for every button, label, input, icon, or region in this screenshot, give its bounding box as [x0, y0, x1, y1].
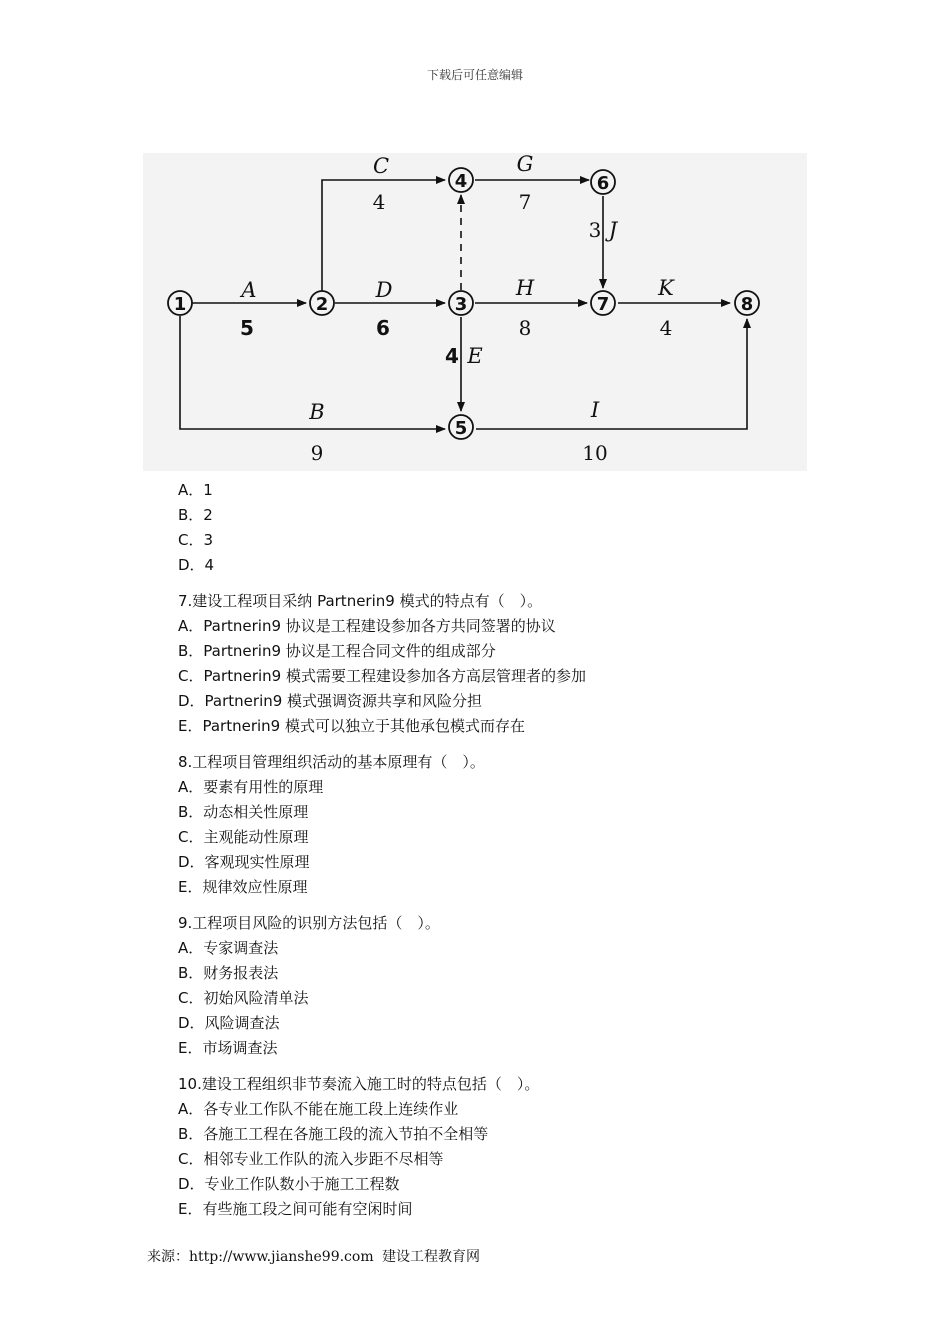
duration-E: 4: [445, 344, 459, 368]
footer-source[interactable]: 来源：http://www.jianshe99.com: [147, 1249, 374, 1265]
q7-option-c[interactable]: C．Partnerin9 模式需要工程建设参加各方高层管理者的参加: [178, 667, 586, 685]
duration-H: 8: [518, 316, 532, 340]
question-8: [178, 750, 878, 900]
svg-text:5: 5: [454, 418, 468, 439]
q10-option-e[interactable]: E．有些施工段之间可能有空闲时间: [178, 1200, 413, 1218]
label-A: A: [241, 278, 257, 302]
q9-option-e[interactable]: E．市场调查法: [178, 1039, 278, 1057]
q6-options: [178, 478, 878, 578]
q9-option-c[interactable]: C．初始风险清单法: [178, 989, 309, 1007]
label-G: G: [516, 153, 534, 176]
label-H: H: [515, 276, 535, 300]
q9-option-a[interactable]: A．专家调查法: [178, 939, 279, 957]
duration-J: 3: [588, 218, 602, 242]
label-I: I: [590, 398, 600, 422]
q7-option-e[interactable]: E．Partnerin9 模式可以独立于其他承包模式而存在: [178, 717, 525, 735]
svg-text:3: 3: [454, 294, 468, 315]
duration-I: 10: [582, 441, 608, 465]
node-8: [735, 291, 759, 315]
duration-K: 4: [659, 316, 673, 340]
q6-option-c[interactable]: C．3: [178, 531, 214, 549]
duration-B: 9: [310, 441, 324, 465]
node-2: [310, 291, 334, 315]
q10-option-d[interactable]: D．专业工作队数小于施工工程数: [178, 1175, 400, 1193]
question-7: [178, 589, 878, 739]
node-4: [449, 168, 473, 192]
q8-stem: 8.工程项目管理组织活动的基本原理有（ ）。: [178, 753, 485, 771]
duration-G: 7: [518, 190, 532, 214]
node-1: [168, 291, 192, 315]
svg-text:2: 2: [315, 294, 329, 315]
duration-D: 6: [376, 316, 390, 340]
q9-option-d[interactable]: D．风险调查法: [178, 1014, 280, 1032]
question-10: [178, 1072, 878, 1222]
svg-text:4: 4: [454, 171, 468, 192]
label-C: C: [372, 154, 390, 178]
svg-text:7: 7: [596, 294, 610, 315]
q10-stem: 10.建设工程组织非节奏流入施工时的特点包括（ ）。: [178, 1075, 540, 1093]
q7-stem: 7.建设工程项目采纳 Partnerin9 模式的特点有（ ）。: [178, 592, 543, 610]
label-B: B: [309, 400, 325, 424]
q8-option-a[interactable]: A．要素有用性的原理: [178, 778, 324, 796]
network-diagram-svg: [143, 153, 807, 471]
q6-option-d[interactable]: D．4: [178, 556, 215, 574]
q7-option-d[interactable]: D．Partnerin9 模式强调资源共享和风险分担: [178, 692, 483, 710]
q8-option-e[interactable]: E．规律效应性原理: [178, 878, 308, 896]
page-footer: [147, 1246, 484, 1266]
q9-option-b[interactable]: B．财务报表法: [178, 964, 279, 982]
duration-A: 5: [240, 316, 254, 340]
svg-text:6: 6: [596, 173, 610, 194]
label-D: D: [375, 278, 393, 302]
q10-option-a[interactable]: A．各专业工作队不能在施工段上连续作业: [178, 1100, 459, 1118]
node-6: [591, 170, 615, 194]
q8-option-d[interactable]: D．客观现实性原理: [178, 853, 310, 871]
q7-option-b[interactable]: B．Partnerin9 协议是工程合同文件的组成部分: [178, 642, 496, 660]
node-3: [449, 291, 473, 315]
q6-option-b[interactable]: B．2: [178, 506, 213, 524]
label-K: K: [658, 276, 674, 300]
q6-option-a[interactable]: A．1: [178, 481, 213, 499]
q7-option-a[interactable]: A．Partnerin9 协议是工程建设参加各方共同签署的协议: [178, 617, 556, 635]
footer-site: 建设工程教育网: [382, 1249, 481, 1265]
label-J: J: [608, 218, 618, 242]
arrow-I: [476, 319, 747, 429]
q10-option-c[interactable]: C．相邻专业工作队的流入步距不尽相等: [178, 1150, 444, 1168]
q9-stem: 9.工程项目风险的识别方法包括（ ）。: [178, 914, 440, 932]
node-7: [591, 291, 615, 315]
q8-option-c[interactable]: C．主观能动性原理: [178, 828, 309, 846]
svg-text:8: 8: [740, 294, 754, 315]
page-header: 下载后可任意编辑: [426, 68, 523, 82]
q8-option-b[interactable]: B．动态相关性原理: [178, 803, 309, 821]
svg-text:1: 1: [173, 294, 187, 315]
label-E: E: [467, 344, 483, 368]
network-diagram: [143, 153, 807, 471]
question-9: [178, 911, 878, 1061]
questions: [178, 478, 878, 1222]
q10-option-b[interactable]: B．各施工工程在各施工段的流入节拍不全相等: [178, 1125, 489, 1143]
node-5: [449, 415, 473, 439]
duration-C: 4: [372, 190, 386, 214]
